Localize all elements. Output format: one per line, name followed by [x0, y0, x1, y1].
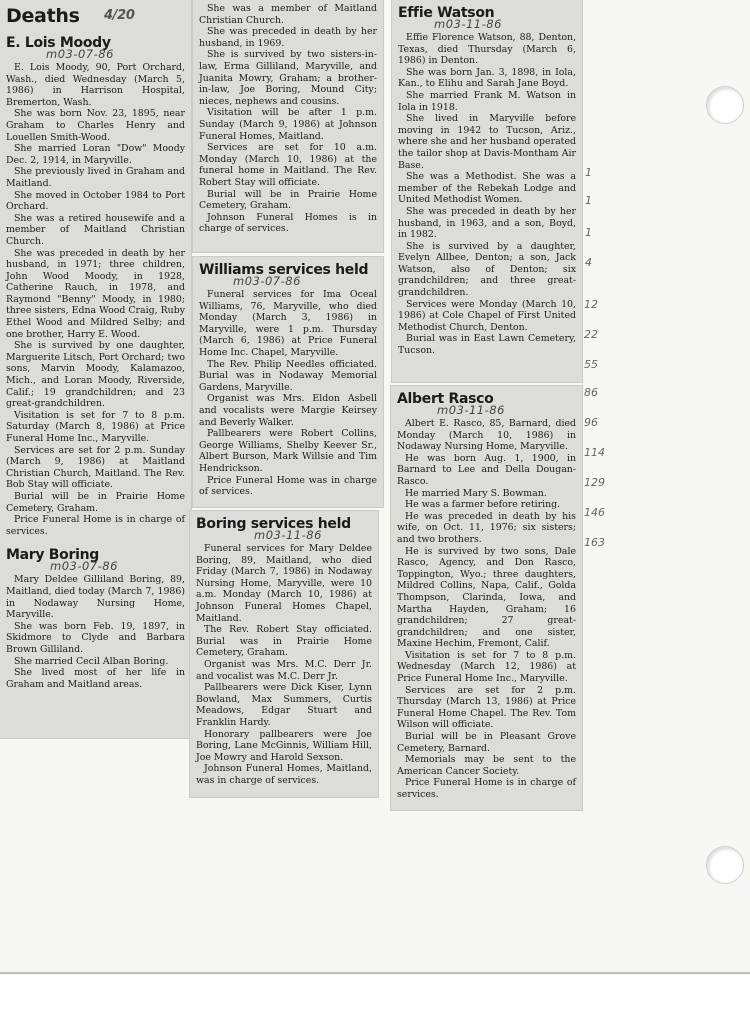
paragraph: Price Funeral Home was in charge of services.: [199, 474, 377, 498]
headline-rasco: Albert Rasco: [397, 391, 494, 407]
headline-moody: E. Lois Moody: [6, 35, 111, 51]
paragraph: She is survived by two sisters-in-law, Erma Gilliland, Maryville, and Juanita Mowry, Graham; a brother-in-law, Joe Boring, Mound City; nieces, nephews and cousins.: [199, 49, 377, 107]
clipping-boring-continued: [193, 0, 383, 252]
margin-number: 146: [584, 506, 605, 519]
paragraph: Burial will be in Prairie Home Cemetery, Graham.: [6, 490, 185, 514]
paragraph: Burial will be in Prairie Home Cemetery, Graham.: [199, 188, 377, 212]
paragraph: Organist was Mrs. Eldon Asbell and vocalists were Margie Keirsey and Beverly Walker.: [199, 393, 377, 428]
paragraph: She married Cecil Alban Boring.: [14, 655, 169, 667]
punch-hole-top: [706, 86, 744, 124]
margin-number: 1: [585, 226, 592, 239]
headline-williams: Williams services held: [199, 262, 369, 278]
paragraph: She lived in Maryville before moving in 1942 to Tucson, Ariz., where she and her husband operated the tailor shop at Davis-Montham Air Base.: [398, 113, 576, 171]
page-edge: [0, 972, 750, 974]
margin-number: 129: [584, 476, 605, 489]
margin-number: 114: [584, 446, 605, 459]
clipping-column-1: [0, 0, 191, 738]
handwritten-date-watson: m03-11-86: [434, 17, 502, 31]
handwritten-date-boring-services: m03-11-86: [254, 528, 322, 542]
handwritten-date-rasco: m03-11-86: [437, 403, 505, 417]
paragraph: Price Funeral Home is in charge of services.: [6, 514, 185, 537]
clipping-watson: [392, 0, 582, 382]
margin-number: 96: [584, 416, 598, 429]
paragraph: Effie Florence Watson, 88, Denton, Texas, died Thursday (March 6, 1986) in Denton.: [398, 32, 576, 67]
paragraph: She was born Jan. 3, 1898, in Iola, Kan., to Elihu and Sarah Jane Boyd.: [398, 66, 576, 90]
paragraph: Johnson Funeral Homes, Maitland, was in charge of services.: [196, 763, 372, 786]
paragraph: Burial was in East Lawn Cemetery, Tucson.: [398, 333, 576, 357]
paragraph: The Rev. Philip Needles officiated. Burial was in Nodaway Memorial Gardens, Maryville.: [199, 358, 377, 393]
paragraph: Mary Deldee Gilliland Boring, 89, Maitland, died today (March 7, 1986) in Nodaway Nursing Home, Maryville.: [6, 574, 185, 621]
section-title-text: Deaths: [6, 5, 80, 27]
paragraph: The Rev. Robert Stay officiated. Burial was in Prairie Home Cemetery, Graham.: [196, 624, 372, 659]
paragraph: She is survived by a daughter, Evelyn Allbee, Denton; a son, Jack Watson, also of Denton; six grandchildren; and three great-grandchildren.: [398, 240, 576, 299]
paragraph: Honorary pallbearers were Joe Boring, Lane McGinnis, William Hill, Joe Mowry and Harold Sexson.: [196, 728, 372, 763]
paragraph: She was preceded in death by her husband, in 1969.: [199, 26, 377, 49]
paragraph: Burial will be in Pleasant Grove Cemetery, Barnard.: [397, 731, 576, 754]
paragraph: Pallbearers were Dick Kiser, Lynn Bowland, Max Summers, Curtis Meadows, Edgar Stuart and Franklin Hardy.: [196, 682, 372, 728]
paragraph: E. Lois Moody, 90, Port Orchard, Wash., died Wednesday (March 5, 1986) in Harrison Hospital, Bremerton, Wash.: [6, 62, 185, 108]
margin-number: 55: [584, 358, 598, 371]
paragraph: She was a retired housewife and a member of Maitland Christian Church.: [6, 212, 185, 247]
paragraph: She married Frank M. Watson in Iola in 1918.: [398, 89, 576, 113]
paragraph: Services are set for 10 a.m. Monday (March 10, 1986) at the funeral home in Maitland. The Rev. Robert Stay will officiate.: [199, 142, 377, 188]
paragraph: Albert E. Rasco, 85, Barnard, died Monday (March 10, 1986) in Nodaway Nursing Home, Maryville.: [397, 418, 576, 453]
paragraph: He was born Aug. 1, 1900, in Barnard to Lee and Della Dougan-Rasco.: [397, 452, 576, 487]
paragraph: He was preceded in death by his wife, on Oct. 11, 1976; six sisters; and two brothers.: [397, 510, 576, 545]
handwritten-date-mary-boring: m03-07-86: [50, 559, 118, 574]
paragraph: Funeral services for Mary Deldee Boring, 89, Maitland, who died Friday (March 7, 1986) in Nodaway Nursing Home, Maryville, were 10 a.m. Monday (March 10, 1986) at Johnson Funeral Homes Chapel, Maitland.: [196, 543, 372, 624]
margin-number: 22: [584, 328, 598, 341]
paragraph: She was born Feb. 19, 1897, in Skidmore to Clyde and Barbara Brown Gilliland.: [6, 620, 185, 655]
margin-number: 1: [585, 194, 592, 207]
paragraph: She was a Methodist. She was a member of the Rebekah Lodge and United Methodist Women.: [398, 171, 576, 206]
margin-number: 12: [584, 298, 598, 311]
paragraph: She was preceded in death by her husband, in 1963, and a son, Boyd, in 1982.: [398, 205, 576, 241]
paragraph: She lived most of her life in Graham and Maitland areas.: [6, 667, 185, 690]
headline-boring-services: Boring services held: [196, 516, 351, 532]
handwritten-date-williams: m03-07-86: [233, 274, 301, 288]
headline-mary-boring: Mary Boring: [6, 547, 99, 564]
section-date-note: 4/20: [103, 8, 135, 23]
paragraph: Visitation is set for 7 to 8 p.m. Wednesday (March 12, 1986) at Price Funeral Home Inc., Maryville.: [397, 649, 576, 685]
paragraph: Funeral services for Ima Oceal Williams, 76, Maryville, who died Monday (March 3, 1986) in Maryville, were 1 p.m. Thursday (March 6, 1986) at Price Funeral Home Inc. Chapel, Maryville.: [199, 289, 377, 358]
paragraph: She married Loran "Dow" Moody Dec. 2, 1914, in Maryville.: [6, 143, 185, 166]
paragraph: Price Funeral Home is in charge of services.: [397, 777, 576, 800]
paragraph: Visitation will be after 1 p.m. Sunday (March 9, 1986) at Johnson Funeral Homes, Maitland.: [199, 107, 377, 142]
clipping-williams: [193, 257, 383, 507]
paragraph: He is survived by two sons, Dale Rasco, Agency, and Don Rasco, Toppington, Wyo.; three daughters, Mildred Collins, Napa, Calif., Golda Thompson, Clarinda, Iowa, and Martha Hayden, Graham; 16 grandchildren; 27 great-grandchildren; and one sister, Maxine Hechim, Fremont, Calif.: [397, 545, 576, 650]
paragraph: Johnson Funeral Homes is in charge of services.: [199, 211, 377, 235]
handwritten-date-moody: m03-07-86: [46, 47, 114, 61]
margin-number: 163: [584, 536, 605, 549]
margin-number: 86: [584, 386, 598, 399]
paragraph: She is survived by one daughter, Marguerite Litsch, Port Orchard; two sons, Marvin Moody, Kalamazoo, Mich., and Loran Moody, Riverside, Calif.; 19 grandchildren; and 23 great-grandchildren.: [6, 340, 185, 410]
paragraph: Visitation is set for 7 to 8 p.m. Saturday (March 8, 1986) at Price Funeral Home Inc., Maryville.: [6, 409, 185, 444]
paragraph: Services are set for 2 p.m. Thursday (March 13, 1986) at Price Funeral Home Chapel. The Rev. Tom Wilson will officiate.: [397, 684, 576, 731]
paragraph: She previously lived in Graham and Maitland.: [6, 166, 185, 189]
paragraph: Memorials may be sent to the American Cancer Society.: [397, 754, 576, 777]
clipping-boring-services: [190, 511, 378, 797]
paragraph: She moved in October 1984 to Port Orchard.: [6, 189, 185, 213]
paragraph: She was preceded in death by her husband, in 1971; three children, John Wood Moody, in 1928, Catherine Rauch, in 1978, and Raymond "Benny" Moody, in 1980; three sisters, Edna Wood Craig, Ruby Ethel Wood and Mildred Selby; and one brother, Harry E. Wood.: [6, 247, 185, 340]
obituary-moody: [6, 35, 185, 537]
paragraph: Pallbearers were Robert Collins, George Williams, Shelby Keever Sr., Albert Burson, Mark Willsie and Tim Hendrickson.: [199, 428, 377, 474]
clipping-rasco: [391, 386, 582, 810]
paragraph: He married Mary S. Bowman.: [405, 487, 547, 499]
paragraph: Services are set for 2 p.m. Sunday (March 9, 1986) at Maitland Christian Church, Maitland. The Rev. Bob Stay will officiate.: [6, 444, 185, 491]
margin-number: 1: [585, 166, 592, 179]
paragraph: He was a farmer before retiring.: [405, 499, 561, 511]
paragraph: Services were Monday (March 10, 1986) at Cole Chapel of First United Methodist Church, Denton.: [398, 298, 576, 333]
section-title: [6, 5, 185, 27]
paragraph: Organist was Mrs. M.C. Derr Jr. and vocalist was M.C. Derr Jr.: [196, 658, 372, 682]
punch-hole-bottom: [706, 846, 744, 884]
margin-number: 4: [585, 256, 592, 269]
paragraph: She was born Nov. 23, 1895, near Graham to Charles Henry and Louellen Smith-Wood.: [6, 108, 185, 143]
obituary-mary-boring: [6, 547, 185, 690]
paragraph: She was a member of Maitland Christian Church.: [199, 3, 377, 26]
headline-watson: Effie Watson: [398, 5, 495, 21]
